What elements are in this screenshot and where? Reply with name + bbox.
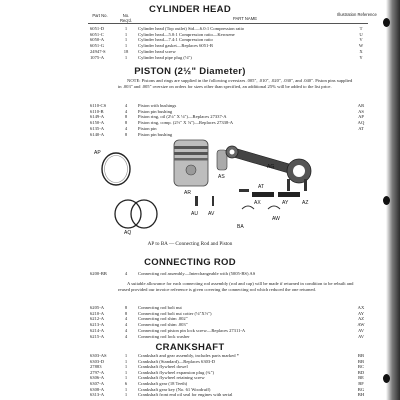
quantity: 1: [124, 37, 128, 43]
part-description: Connecting rod shim .002": [138, 316, 188, 322]
illustration-ref: AS: [358, 108, 364, 114]
quantity: 4: [124, 333, 128, 339]
part-description: Cylinder head—7.4:1 Compression ratio: [138, 37, 213, 43]
label-ba: BA: [237, 224, 244, 230]
illustration-ref: BC: [357, 364, 365, 370]
binder-hole-bottom: [383, 374, 390, 383]
col-part-no: Part No.: [92, 13, 108, 18]
lock-screw: [195, 196, 198, 206]
part-number: 27883: [90, 364, 102, 370]
quantity: 1: [124, 353, 128, 358]
piston-ring: [105, 156, 128, 183]
piston-groove: [174, 158, 208, 161]
illustration-ref: BB: [357, 358, 365, 364]
part-description: Crankshaft (Standard)—Replaces 6303-D: [138, 358, 216, 364]
illustration-ref: BE: [358, 375, 364, 381]
illustration-ref: AV: [357, 333, 365, 339]
illustration-ref: U: [359, 31, 363, 37]
quantity: 1: [124, 392, 128, 398]
part-number: 6110-CS: [90, 103, 107, 108]
rod-bolt: [239, 189, 249, 192]
illustration-ref: BD: [357, 369, 365, 375]
illustration-ref: AV: [357, 327, 365, 333]
quantity: 4: [124, 271, 128, 276]
part-number: 6213-A: [90, 322, 105, 328]
part-number: 6303-D: [90, 358, 105, 364]
connecting-rod-row: [0, 271, 372, 277]
illustration-ref: BH: [357, 392, 365, 398]
part-number: 6212-A: [90, 316, 105, 322]
illustration-ref: Y: [359, 54, 363, 60]
illustration-ref: T: [359, 26, 363, 31]
quantity: 4: [124, 322, 128, 328]
illustration-ref: AR: [357, 103, 365, 108]
label-aq: AQ: [124, 230, 132, 236]
part-number: 2797-A: [90, 369, 105, 375]
part-number: 6150-A: [90, 120, 105, 126]
label-ay: AY: [282, 200, 289, 206]
part-description: Piston with bushings: [138, 103, 177, 108]
label-au: AU: [191, 211, 198, 217]
piston-ring: [102, 153, 130, 185]
label-av: AV: [208, 211, 215, 217]
part-description: Connecting rod bolt nut cotter (⅛"X½"): [138, 310, 212, 316]
part-description: Piston ring, oil (2⅛" X ⅛")—Replaces 27337-A: [138, 114, 227, 120]
connecting-rod: [230, 148, 296, 174]
part-description: Crankshaft gear (18 Teeth): [138, 381, 188, 386]
piston-ring: [115, 200, 141, 228]
part-number: 6306-A: [90, 375, 105, 381]
part-description: Connecting rod lock washer: [138, 333, 190, 339]
part-description: Cylinder head screw: [138, 48, 176, 54]
part-number: 6215-A: [90, 333, 105, 339]
part-number: 6051-G: [90, 43, 105, 49]
quantity: 1: [124, 43, 128, 49]
part-number: 6140-A: [90, 131, 105, 137]
quantity: 4: [124, 125, 128, 131]
quantity: 1: [124, 364, 128, 370]
rod-shim: [278, 192, 300, 197]
illustration-ref: AZ: [357, 316, 365, 322]
part-number: 6313-A: [90, 392, 105, 398]
quantity: 8: [124, 310, 128, 316]
connecting-rod-note: A suitable allowance for each connecting rod assembly (rod and cap) will be made if returned in condition to be rebuilt and reused provided our invoice reference is given covering the connecting rod which reduced the one returned.: [118, 281, 354, 292]
piston-pin: [217, 150, 227, 170]
cotter-pin: [268, 206, 280, 209]
part-description: Piston pin bushing: [138, 108, 173, 114]
label-at: AT: [258, 184, 265, 190]
part-description: Cylinder head pipe plug (⅛"): [138, 54, 192, 60]
piston-heading: PISTON (2½" Diameter): [134, 66, 246, 77]
illustration-ref: X: [359, 48, 363, 54]
part-description: Cylinder head (Top outlet) Std.—6.0:1 Compression ratio: [138, 26, 245, 31]
part-number: 1075-A: [90, 54, 105, 60]
cylinder-head-heading: CYLINDER HEAD: [148, 4, 231, 15]
illustration-ref: AX: [357, 305, 365, 310]
illustration-ref: BG: [357, 386, 365, 392]
col-qty: No. Req'd.: [120, 13, 132, 23]
label-aw: AW: [272, 216, 280, 222]
illustration-ref: AW: [357, 322, 365, 328]
col-part-name: PART NAME: [233, 16, 257, 21]
quantity: 8: [124, 131, 128, 137]
quantity: 4: [124, 327, 128, 333]
part-description: Crankshaft front end oil seal for engines with serial: [138, 392, 233, 398]
quantity: 1: [124, 369, 128, 375]
part-description: Piston pin bushing: [138, 131, 173, 137]
crankshaft-row: [0, 392, 372, 398]
part-number: 6110-B: [90, 108, 104, 114]
quantity: 18: [123, 48, 129, 54]
part-number: 6135-A: [90, 125, 105, 131]
quantity: 1: [124, 386, 128, 392]
rod-bolt: [304, 179, 307, 191]
lock-washer: [212, 196, 214, 206]
piston-ring: [131, 200, 157, 228]
quantity: 8: [124, 305, 128, 310]
illustration-ref: W: [358, 43, 364, 49]
illustration-ref: AP: [358, 114, 364, 120]
part-description: Crankshaft flywheel retaining screw: [138, 375, 205, 381]
part-number: 6149-A: [90, 114, 105, 120]
illustration-ref: AT: [358, 125, 364, 131]
part-number: 6214-A: [90, 327, 105, 333]
piston-pin-boss: [186, 165, 196, 175]
part-number: 6200-BB: [90, 271, 107, 276]
quantity: 4: [124, 316, 128, 322]
illustration-ref: BF: [358, 381, 364, 386]
part-description: Crankshaft and gear assembly, includes parts marked *: [138, 353, 239, 358]
part-description: Crankshaft flywheel expansion plug (¾"): [138, 369, 214, 375]
quantity: 6: [124, 381, 128, 386]
binder-hole-top: [383, 18, 390, 27]
cotter-pin: [242, 206, 254, 209]
part-description: Cylinder head gasket—Replaces 6051-B: [138, 43, 213, 49]
part-description: Connecting rod bolt nut: [138, 305, 182, 310]
quantity: 1: [124, 54, 128, 60]
part-description: Connecting rod piston pin lock screw—Replaces 27311-A: [138, 327, 246, 333]
quantity: 1: [124, 26, 128, 31]
piston-groove: [174, 146, 208, 149]
piston-note: NOTE: Pistons and rings are supplied in the following oversizes .005", .010", .020", .030", and .040". Piston pins supplied in .003" and .005" oversize on orders for sizes other than specified, an additional 25% will be added to the list price.: [118, 78, 353, 89]
piston-groove: [174, 152, 208, 155]
part-number: 24947-S: [90, 48, 106, 54]
label-ar: AR: [184, 190, 191, 196]
rod-bolt: [287, 179, 290, 191]
connecting-rod-row: [0, 334, 372, 340]
part-number: 6205-A: [90, 305, 105, 310]
part-description: Connecting rod shim .003": [138, 322, 188, 328]
quantity: 1: [124, 31, 128, 37]
part-description: Piston ring, comp. (2½" X ⅛")—Replaces 27338-A: [138, 120, 234, 126]
quantity: 4: [124, 103, 128, 108]
part-number: 6051-C: [90, 31, 104, 37]
binder-hole-middle: [383, 196, 390, 205]
header-rule: [88, 23, 368, 24]
label-az: AZ: [302, 200, 309, 206]
part-description: Crankshaft gear key (No. 61 Woodruff): [138, 386, 211, 392]
cylinder-head-row: [0, 55, 372, 61]
illustration-ref: AY: [357, 310, 365, 316]
rod-shim: [252, 192, 274, 197]
col-illustration-ref: Illustration Reference: [337, 12, 377, 17]
quantity: 4: [124, 108, 128, 114]
photo-caption: AP to BA — Connecting Rod and Piston: [147, 241, 233, 247]
part-number: 6307-A: [90, 381, 105, 386]
label-ag: AG: [267, 164, 275, 170]
part-number: 6210-A: [90, 310, 105, 316]
part-description: Piston pin: [138, 125, 157, 131]
illustration-ref: AQ: [357, 120, 365, 126]
part-number: 6303-AS: [90, 353, 107, 358]
crankshaft-heading: CRANKSHAFT: [155, 342, 225, 353]
label-ap: AP: [94, 150, 101, 156]
illustration-ref: BB: [357, 353, 365, 358]
part-number: 6308-A: [90, 386, 105, 392]
label-ax: AX: [254, 200, 261, 206]
part-number: 6050-A: [90, 37, 105, 43]
connecting-rod-heading: CONNECTING ROD: [144, 257, 236, 268]
part-number: 6051-D: [90, 26, 105, 31]
quantity: 8: [124, 114, 128, 120]
quantity: 8: [124, 120, 128, 126]
quantity: 1: [124, 358, 128, 364]
part-description: Connecting rod assembly—Interchangeable with (5005-BS) AS: [138, 271, 256, 276]
part-description: Cylinder head—5.0:1 Compression ratio—Kerosene: [138, 31, 235, 37]
part-description: Crankshaft flywheel dowel: [138, 364, 188, 370]
label-as: AS: [218, 174, 225, 180]
illustration-ref: V: [359, 37, 363, 43]
quantity: 1: [124, 375, 128, 381]
